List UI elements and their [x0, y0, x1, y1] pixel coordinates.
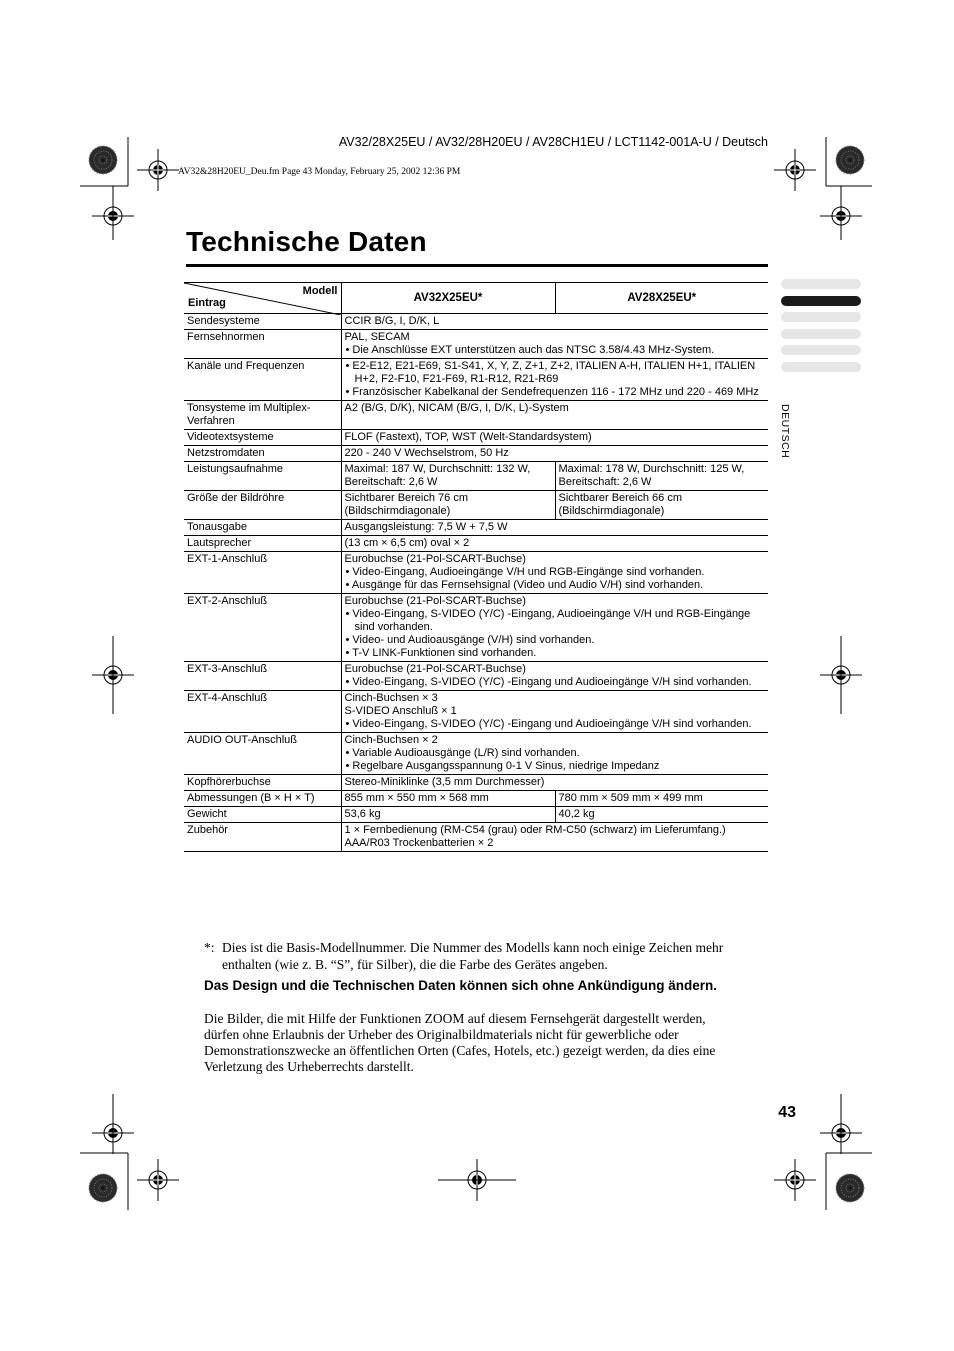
row-label: Lautsprecher [184, 536, 341, 552]
bullet-text: Französischer Kabelkanal der Sendefrequenzen 116 - 172 MHz und 220 - 469 MHz [352, 386, 759, 398]
row-value: A2 (B/G, D/K), NICAM (B/G, I, D/K, L)-System [341, 401, 768, 430]
table-row [184, 823, 768, 852]
table-row [184, 491, 768, 520]
row-value-col2: Maximal: 178 W, Durchschnitt: 125 W, Bereitschaft: 2,6 W [555, 462, 768, 491]
paragraph-line: Demonstrationszwecke an öffentlichen Orten (Cafes, Hotels, etc.) gezeigt werden, da dies eine [204, 1043, 716, 1058]
starburst-mark-icon [89, 1174, 117, 1202]
row-value [341, 662, 768, 691]
registration-mark-icon [774, 1159, 816, 1201]
paragraph-line: dürfen ohne Erlaubnis der Urheber des Originalbildmaterials nicht für gewerbliche oder [204, 1027, 679, 1042]
row-value-col1: 53,6 kg [341, 807, 555, 823]
row-label: EXT-3-Anschluß [184, 662, 341, 691]
row-bullet-item [345, 747, 766, 760]
footnote-mark: *: [204, 940, 215, 955]
table-row [184, 462, 768, 491]
row-bullet-item [345, 579, 766, 592]
table-row [184, 662, 768, 691]
row-value-col1: Maximal: 187 W, Durchschnitt: 132 W, Bereitschaft: 2,6 W [341, 462, 555, 491]
bullet-icon: • [345, 634, 353, 646]
row-label: EXT-2-Anschluß [184, 594, 341, 662]
row-label: Fernsehnormen [184, 330, 341, 359]
registration-mark-icon [137, 149, 179, 191]
row-value [341, 823, 768, 852]
row-label: Netzstromdaten [184, 446, 341, 462]
bullet-icon: • [345, 608, 353, 620]
row-value: FLOF (Fastext), TOP, WST (Welt-Standardsystem) [341, 430, 768, 446]
row-bullet-item [345, 676, 766, 689]
row-value-line: Eurobuchse (21-Pol-SCART-Buchse) [344, 663, 526, 675]
language-tab [781, 345, 861, 355]
row-value-line: S-VIDEO Anschluß × 1 [344, 705, 457, 717]
table-row [184, 594, 768, 662]
bullet-text: Video-Eingang, S-VIDEO (Y/C) -Eingang und Audioeingänge V/H sind vorhanden. [352, 718, 752, 730]
starburst-mark-icon [836, 1174, 864, 1202]
bullet-text: Die Anschlüsse EXT unterstützen auch das NTSC 3.58/4.43 MHz-System. [352, 344, 715, 356]
page-number: 43 [778, 1104, 796, 1121]
row-bullet-item [345, 760, 766, 773]
bullet-icon: • [345, 747, 353, 759]
paragraph-line: Verletzung des Urheberrechts darstellt. [204, 1059, 414, 1074]
bullet-text: Video-Eingang, S-VIDEO (Y/C) -Eingang und Audioeingänge V/H sind vorhanden. [352, 676, 752, 688]
table-row [184, 552, 768, 594]
paragraph-line: Die Bilder, die mit Hilfe der Funktionen ZOOM auf diesem Fernsehgerät dargestellt werden, [204, 1011, 706, 1026]
row-value: Stereo-Miniklinke (3,5 mm Durchmesser) [341, 775, 768, 791]
title-rule [186, 264, 768, 267]
row-label: Abmessungen (B × H × T) [184, 791, 341, 807]
bullet-text: Regelbare Ausgangsspannung 0-1 V Sinus, niedrige Impedanz [352, 760, 660, 772]
bullet-icon: • [345, 386, 353, 398]
row-value: 220 - 240 V Wechselstrom, 50 Hz [341, 446, 768, 462]
bullet-icon: • [345, 579, 352, 591]
row-value-line: Eurobuchse (21-Pol-SCART-Buchse) [344, 595, 526, 607]
table-row [184, 536, 768, 552]
registration-mark-icon [774, 149, 816, 191]
language-tabs [781, 279, 861, 378]
row-value: Ausgangsleistung: 7,5 W + 7,5 W [341, 520, 768, 536]
table-row [184, 807, 768, 823]
row-label: Sendesysteme [184, 314, 341, 330]
row-label: Zubehör [184, 823, 341, 852]
row-label: Kanäle und Frequenzen [184, 359, 341, 401]
row-value [341, 691, 768, 733]
starburst-mark-icon [836, 146, 864, 174]
language-tab-active [781, 296, 861, 306]
bullet-icon: • [345, 360, 353, 372]
table-row [184, 520, 768, 536]
row-label: Gewicht [184, 807, 341, 823]
language-tab [781, 312, 861, 322]
row-value-line: Cinch-Buchsen × 2 [344, 734, 438, 746]
bullet-text: Video-Eingang, Audioeingänge V/H und RGB-Eingänge sind vorhanden. [352, 566, 705, 578]
header-model-2: AV28X25EU* [555, 283, 768, 314]
bullet-icon: • [345, 647, 353, 659]
table-header-row [184, 283, 768, 314]
row-value [341, 330, 768, 359]
row-bullet-item [345, 647, 766, 660]
file-info-line: AV32&28H20EU_Deu.fm Page 43 Monday, February 25, 2002 12:36 PM [178, 167, 461, 177]
row-label: EXT-1-Anschluß [184, 552, 341, 594]
table-row [184, 733, 768, 775]
row-value-line: 1 × Fernbedienung (RM-C54 (grau) oder RM-C50 (schwarz) im Lieferumfang.) [344, 824, 726, 836]
footnote-text: Dies ist die Basis-Modellnummer. Die Nummer des Modells kann noch einige Zeichen mehr enthalten (wie z. B. “S”, für Silber), die die Farbe des Gerätes angeben. [222, 940, 724, 972]
table-row [184, 791, 768, 807]
language-side-label: DEUTSCH [779, 404, 791, 459]
table-row [184, 691, 768, 733]
row-label: Videotextsysteme [184, 430, 341, 446]
row-label: AUDIO OUT-Anschluß [184, 733, 341, 775]
bullet-icon: • [345, 760, 353, 772]
bullet-icon: • [345, 718, 353, 730]
header-eintrag-label: Eintrag [188, 297, 226, 309]
row-value-col1: 855 mm × 550 mm × 568 mm [341, 791, 555, 807]
registration-mark-icon [137, 1159, 179, 1201]
row-label: Tonausgabe [184, 520, 341, 536]
row-value [341, 594, 768, 662]
bullet-icon: • [345, 566, 353, 578]
row-value: (13 cm × 6,5 cm) oval × 2 [341, 536, 768, 552]
row-bullet-item [345, 608, 766, 634]
design-change-notice: Das Design und die Technischen Daten können sich ohne Ankündigung ändern. [204, 978, 718, 993]
row-label: Kopfhörerbuchse [184, 775, 341, 791]
row-value-line: AAA/R03 Trockenbatterien × 2 [344, 837, 494, 849]
bullet-text: Variable Audioausgänge (L/R) sind vorhanden. [352, 747, 580, 759]
starburst-mark-icon [89, 146, 117, 174]
row-value-line: Eurobuchse (21-Pol-SCART-Buchse) [344, 553, 526, 565]
bullet-text: Video-Eingang, S-VIDEO (Y/C) -Eingang, Audioeingänge V/H und RGB-Eingänge sind vorhanden. [352, 608, 751, 633]
table-row [184, 446, 768, 462]
table-row [184, 330, 768, 359]
row-label: EXT-4-Anschluß [184, 691, 341, 733]
row-bullet-item [345, 360, 766, 386]
row-value-col2: 780 mm × 509 mm × 499 mm [555, 791, 768, 807]
document-header: AV32/28X25EU / AV32/28H20EU / AV28CH1EU / LCT1142-001A-U / Deutsch [338, 135, 768, 149]
page-title: Technische Daten [186, 226, 427, 257]
bullet-icon: • [345, 676, 353, 688]
copyright-paragraph [204, 1011, 772, 1075]
header-diagonal-cell [184, 283, 341, 314]
row-label: Tonsysteme im Multiplex-Verfahren [184, 401, 341, 430]
bullet-text: T-V LINK-Funktionen sind vorhanden. [352, 647, 537, 659]
row-bullet-item [345, 386, 766, 399]
row-value-col2: 40,2 kg [555, 807, 768, 823]
header-model-1: AV32X25EU* [341, 283, 555, 314]
specifications-table [184, 282, 768, 852]
row-bullet-item [345, 718, 766, 731]
table-row [184, 775, 768, 791]
row-value-col1: Sichtbarer Bereich 76 cm (Bildschirmdiagonale) [341, 491, 555, 520]
bullet-text: E2-E12, E21-E69, S1-S41, X, Y, Z, Z+1, Z+2, ITALIEN A-H, ITALIEN H+1, ITALIEN H+2, F2-F10, F21-F69, R1-R12, R21-R69 [352, 360, 756, 385]
row-value-col2: Sichtbarer Bereich 66 cm (Bildschirmdiagonale) [555, 491, 768, 520]
bullet-icon: • [345, 344, 353, 356]
row-value [341, 359, 768, 401]
bullet-text: Ausgänge für das Fernsehsignal (Video und Audio V/H) sind vorhanden. [351, 579, 704, 591]
header-modell-label: Modell [302, 285, 338, 297]
row-value [341, 552, 768, 594]
bullet-text: Video- und Audioausgänge (V/H) sind vorhanden. [352, 634, 595, 646]
table-row [184, 359, 768, 401]
row-bullet-item [345, 344, 766, 357]
row-value: CCIR B/G, I, D/K, L [341, 314, 768, 330]
language-tab [781, 362, 861, 372]
language-tab [781, 329, 861, 339]
table-row [184, 401, 768, 430]
row-label: Leistungsaufnahme [184, 462, 341, 491]
row-bullet-item [345, 634, 766, 647]
row-value-line: PAL, SECAM [344, 331, 410, 343]
row-label: Größe der Bildröhre [184, 491, 341, 520]
row-value [341, 733, 768, 775]
footnote [204, 939, 764, 973]
table-row [184, 430, 768, 446]
table-row [184, 314, 768, 330]
language-tab [781, 279, 861, 289]
row-value-line: Cinch-Buchsen × 3 [344, 692, 438, 704]
row-bullet-item [345, 566, 766, 579]
